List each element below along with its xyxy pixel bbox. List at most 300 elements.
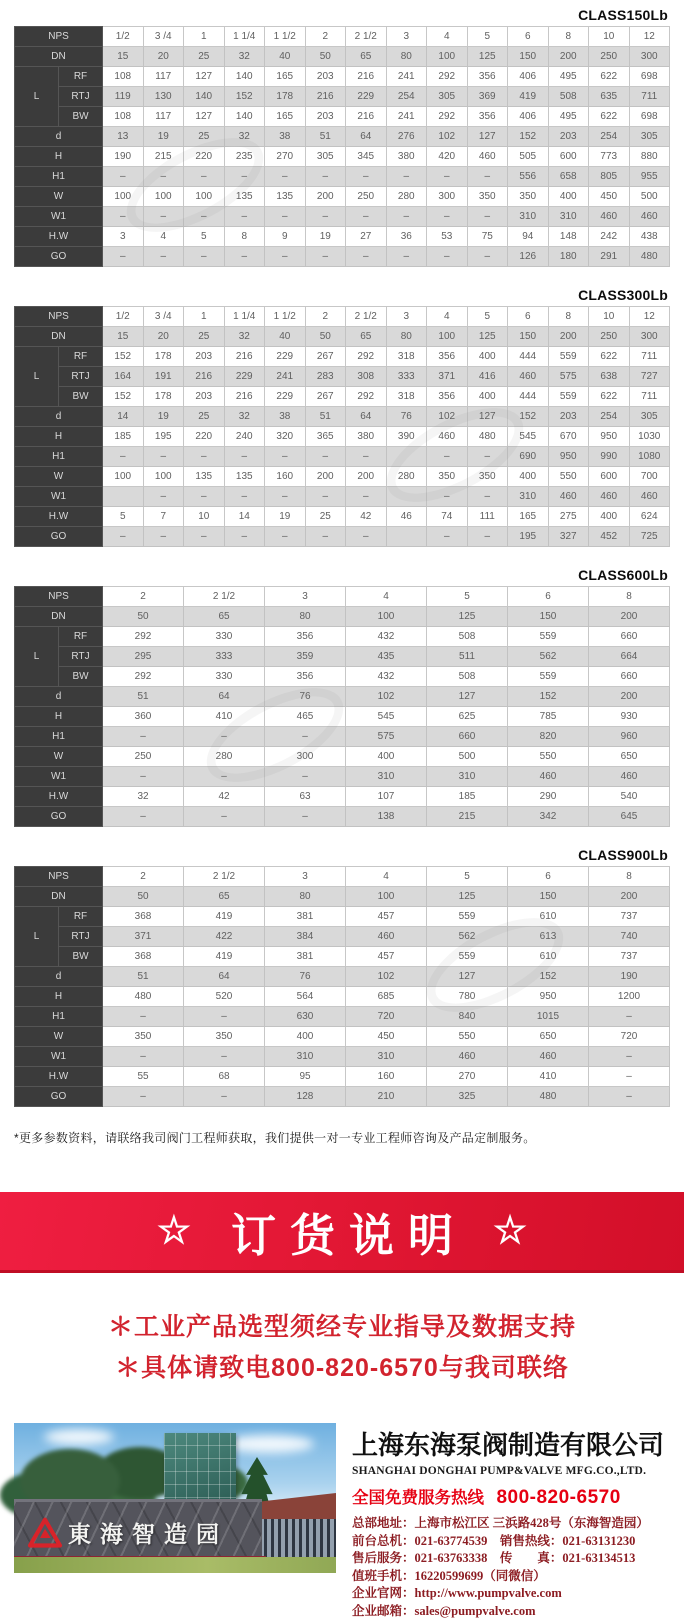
table-cell: – (467, 207, 508, 227)
table-row (15, 307, 670, 327)
table-cell: – (305, 447, 346, 467)
contact-line-phones: 前台总机：021-63774539 销售热线：021-63131230 (352, 1533, 670, 1551)
table-cell: 400 (508, 467, 549, 487)
stone-sign-wall (14, 1499, 262, 1563)
table-cell: 241 (386, 67, 427, 87)
company-info (352, 1423, 670, 1620)
table-cell: 40 (265, 327, 306, 347)
table-cell: 152 (508, 407, 549, 427)
table-cell: 25 (184, 127, 225, 147)
table-cell: 613 (508, 927, 589, 947)
table-cell: 250 (589, 327, 630, 347)
table-cell: 125 (427, 887, 508, 907)
table-cell: 720 (589, 1027, 670, 1047)
table-cell: 4 (346, 867, 427, 887)
company-name-cn: 上海东海泵阀制造有限公司 (352, 1425, 670, 1462)
row-group-label: L (15, 67, 59, 127)
table-cell: 117 (143, 107, 184, 127)
table-cell: 215 (427, 807, 508, 827)
table-cell: 6 (508, 307, 549, 327)
table-cell: 300 (265, 747, 346, 767)
table-cell: 727 (629, 367, 670, 387)
table-cell: 250 (346, 187, 387, 207)
table-row (15, 787, 670, 807)
table-cell: 950 (548, 447, 589, 467)
table-cell: 685 (346, 987, 427, 1007)
table-cell: – (184, 807, 265, 827)
table-cell: 178 (265, 87, 306, 107)
table-cell: 2 1/2 (184, 867, 265, 887)
table-cell: 559 (427, 947, 508, 967)
table-cell: – (265, 527, 306, 547)
table-cell: 508 (427, 627, 508, 647)
table-cell: 4 (346, 587, 427, 607)
table-cell: 327 (548, 527, 589, 547)
table-cell: 3 /4 (143, 27, 184, 47)
table-cell: 152 (508, 687, 589, 707)
table-cell: 650 (508, 1027, 589, 1047)
table-cell: – (224, 167, 265, 187)
table-cell: 190 (589, 967, 670, 987)
table-cell: 410 (508, 1067, 589, 1087)
table-cell: – (103, 1087, 184, 1107)
banner-title: 订货说明 (217, 1199, 467, 1264)
table-title-class900: CLASS900Lb (14, 840, 670, 866)
table-cell: – (427, 167, 468, 187)
table-cell: 419 (184, 947, 265, 967)
table-cell: 305 (629, 127, 670, 147)
table-title-class300: CLASS300Lb (14, 280, 670, 306)
table-cell: – (103, 447, 144, 467)
row-label: BW (59, 387, 103, 407)
table-cell: 638 (589, 367, 630, 387)
table-cell: 241 (386, 107, 427, 127)
table-cell: 460 (589, 487, 630, 507)
table-cell: 1 (184, 27, 225, 47)
row-label: H.W (15, 507, 103, 527)
table-cell: 267 (305, 387, 346, 407)
table-cell: 74 (427, 507, 468, 527)
table-cell: – (427, 527, 468, 547)
table-cell: – (589, 1087, 670, 1107)
table-cell: 356 (265, 627, 346, 647)
table-cell: – (184, 767, 265, 787)
table-cell: 216 (224, 347, 265, 367)
table-cell: – (346, 207, 387, 227)
table-cell: 359 (265, 647, 346, 667)
table-cell: – (103, 1047, 184, 1067)
table-cell: 2 1/2 (184, 587, 265, 607)
table-row (15, 687, 670, 707)
table-cell: 6 (508, 27, 549, 47)
table-cell: 559 (508, 627, 589, 647)
table-cell: 5 (427, 587, 508, 607)
table-cell: 125 (427, 607, 508, 627)
table-cell: 380 (386, 147, 427, 167)
table-cell: – (346, 247, 387, 267)
table-cell: – (184, 487, 225, 507)
company-photo (14, 1423, 336, 1573)
table-cell: 65 (346, 47, 387, 67)
table-cell: 25 (184, 47, 225, 67)
table-cell: 135 (265, 187, 306, 207)
table-row (15, 367, 670, 387)
table-cell: 254 (589, 407, 630, 427)
table-cell: 65 (184, 887, 265, 907)
table-cell: 452 (589, 527, 630, 547)
table-row (15, 627, 670, 647)
table-cell: – (346, 527, 387, 547)
table-cell: 111 (467, 507, 508, 527)
table-row (15, 667, 670, 687)
table-cell: 36 (386, 227, 427, 247)
table-cell: 300 (629, 47, 670, 67)
table-cell: 80 (386, 327, 427, 347)
table-cell: 559 (548, 347, 589, 367)
table-cell: 2 1/2 (346, 307, 387, 327)
table-cell: – (103, 767, 184, 787)
table-cell: 250 (589, 47, 630, 67)
table-cell: 203 (305, 107, 346, 127)
table-cell: 930 (589, 707, 670, 727)
table-cell: 38 (265, 127, 306, 147)
table-cell: 64 (346, 127, 387, 147)
row-label: d (15, 967, 103, 987)
table-cell: 5 (103, 507, 144, 527)
table-cell: 51 (103, 967, 184, 987)
table-cell: 50 (103, 607, 184, 627)
table-cell: 711 (629, 347, 670, 367)
table-cell: 200 (589, 607, 670, 627)
table-cell: 3 (265, 587, 346, 607)
table-row (15, 1067, 670, 1087)
table-cell: 419 (184, 907, 265, 927)
table-cell: 76 (265, 967, 346, 987)
spec-table-class150 (14, 26, 670, 267)
table-row (15, 387, 670, 407)
table-cell: 8 (589, 867, 670, 887)
row-label: GO (15, 1087, 103, 1107)
row-label: RTJ (59, 647, 103, 667)
table-cell: 210 (346, 1087, 427, 1107)
table-cell: – (143, 447, 184, 467)
table-cell: 152 (103, 387, 144, 407)
table-cell: 960 (589, 727, 670, 747)
table-row (15, 967, 670, 987)
table-cell: 216 (346, 107, 387, 127)
table-cell: 660 (589, 627, 670, 647)
table-cell: 50 (103, 887, 184, 907)
table-cell: 220 (184, 147, 225, 167)
table-cell: 711 (629, 387, 670, 407)
table-cell: 200 (548, 327, 589, 347)
table-cell: 229 (224, 367, 265, 387)
table-cell: 805 (589, 167, 630, 187)
table-cell: – (224, 527, 265, 547)
table-cell: 20 (143, 327, 184, 347)
table-cell: 8 (548, 27, 589, 47)
contact-line-email: 企业邮箱：sales@pumpvalve.com (352, 1603, 670, 1620)
table-cell: 1030 (629, 427, 670, 447)
table-cell: 310 (427, 767, 508, 787)
table-cell: 460 (346, 927, 427, 947)
table-cell: 460 (427, 1047, 508, 1067)
table-cell: 291 (589, 247, 630, 267)
table-cell: 460 (427, 427, 468, 447)
table-cell: 300 (427, 187, 468, 207)
table-row (15, 227, 670, 247)
row-label: d (15, 127, 103, 147)
table-cell: 308 (346, 367, 387, 387)
table-cell: 292 (427, 107, 468, 127)
row-label: d (15, 687, 103, 707)
table-row (15, 507, 670, 527)
table-cell: 117 (143, 67, 184, 87)
table-cell: 215 (143, 147, 184, 167)
table-cell: – (143, 167, 184, 187)
row-label: H1 (15, 1007, 103, 1027)
table-cell: 400 (346, 747, 427, 767)
table-cell: 622 (589, 347, 630, 367)
table-cell: 460 (548, 487, 589, 507)
row-label: NPS (15, 27, 103, 47)
table-cell: 75 (467, 227, 508, 247)
table-cell: 4 (427, 27, 468, 47)
table-cell: 254 (589, 127, 630, 147)
row-label: GO (15, 807, 103, 827)
table-cell: 406 (508, 107, 549, 127)
cloud (44, 1429, 114, 1445)
table-cell: 622 (589, 67, 630, 87)
table-cell: – (265, 207, 306, 227)
service-hotline (352, 1484, 670, 1509)
order-instructions-banner (0, 1192, 684, 1273)
table-cell: – (184, 167, 225, 187)
table-cell: 550 (548, 467, 589, 487)
table-cell: 203 (184, 347, 225, 367)
table-row (15, 527, 670, 547)
row-label: H.W (15, 1067, 103, 1087)
table-cell: 216 (346, 67, 387, 87)
table-cell: 562 (508, 647, 589, 667)
table-row (15, 467, 670, 487)
table-row (15, 487, 670, 507)
table-cell: 420 (427, 147, 468, 167)
row-label: H (15, 427, 103, 447)
table-cell: 292 (427, 67, 468, 87)
row-label: H (15, 707, 103, 727)
table-cell: 325 (427, 1087, 508, 1107)
table-cell: 310 (548, 207, 589, 227)
table-cell: 540 (589, 787, 670, 807)
table-cell: 127 (184, 107, 225, 127)
spec-table-class600 (14, 586, 670, 827)
table-cell: – (427, 487, 468, 507)
table-cell: 140 (224, 67, 265, 87)
row-label: W1 (15, 1047, 103, 1067)
table-cell: 135 (184, 467, 225, 487)
table-cell: 381 (265, 907, 346, 927)
park-sign-text: 東海智造园 (68, 1516, 228, 1549)
table-cell: 295 (103, 647, 184, 667)
row-label: W (15, 187, 103, 207)
table-cell: 283 (305, 367, 346, 387)
table-cell: 360 (103, 707, 184, 727)
contact-lines (352, 1515, 670, 1620)
row-label: NPS (15, 587, 103, 607)
notice-line: ＊具体请致电800-820-6570与我司联络 (0, 1348, 684, 1389)
table-cell: 1/2 (103, 27, 144, 47)
table-cell: 350 (184, 1027, 265, 1047)
table-cell: – (467, 487, 508, 507)
table-cell: 270 (427, 1067, 508, 1087)
table-cell: 305 (427, 87, 468, 107)
table-cell: 241 (265, 367, 306, 387)
table-cell: 148 (548, 227, 589, 247)
table-cell: 450 (589, 187, 630, 207)
table-cell: 820 (508, 727, 589, 747)
table-cell: 102 (346, 967, 427, 987)
table-cell: 480 (629, 247, 670, 267)
table-cell: 200 (305, 187, 346, 207)
table-cell: – (265, 247, 306, 267)
table-cell: 785 (508, 707, 589, 727)
table-cell: 500 (629, 187, 670, 207)
footnote: *更多参数资料，请联络我司阀门工程师获取，我们提供一对一专业工程师咨询及产品定制服务。 (14, 1129, 670, 1146)
table-cell: – (589, 1007, 670, 1027)
table-cell: 1015 (508, 1007, 589, 1027)
table-row (15, 987, 670, 1007)
row-label: H1 (15, 447, 103, 467)
row-label: DN (15, 887, 103, 907)
table-row (15, 47, 670, 67)
table-cell: 698 (629, 67, 670, 87)
table-cell: – (103, 727, 184, 747)
table-cell: – (467, 167, 508, 187)
table-cell: 55 (103, 1067, 184, 1087)
table-cell: 457 (346, 907, 427, 927)
table-cell: 5 (467, 307, 508, 327)
table-cell: 165 (508, 507, 549, 527)
table-cell: 381 (265, 947, 346, 967)
table-cell: 178 (143, 347, 184, 367)
table-row (15, 807, 670, 827)
row-label: W1 (15, 767, 103, 787)
row-group-label: L (15, 627, 59, 687)
table-title-class150: CLASS150Lb (14, 0, 670, 26)
table-cell: 195 (508, 527, 549, 547)
row-label: H.W (15, 787, 103, 807)
table-cell: 100 (184, 187, 225, 207)
table-cell: – (305, 247, 346, 267)
table-cell: 3 (386, 27, 427, 47)
table-cell: 80 (265, 607, 346, 627)
table-cell: 220 (184, 427, 225, 447)
table-cell: – (305, 167, 346, 187)
table-cell: 185 (427, 787, 508, 807)
table-cell: 10 (184, 507, 225, 527)
table-cell: 203 (548, 127, 589, 147)
table-cell: 64 (184, 687, 265, 707)
table-cell: 150 (508, 327, 549, 347)
table-cell: 622 (589, 107, 630, 127)
table-cell: – (346, 447, 387, 467)
table-cell: 725 (629, 527, 670, 547)
table-cell: – (224, 247, 265, 267)
table-cell: 660 (427, 727, 508, 747)
row-label: W1 (15, 487, 103, 507)
table-cell: 8 (548, 307, 589, 327)
table-cell: 1/2 (103, 307, 144, 327)
table-cell: 575 (346, 727, 427, 747)
table-cell: – (103, 1007, 184, 1027)
notice-line: ＊工业产品选型须经专业指导及数据支持 (0, 1307, 684, 1348)
table-cell: 720 (346, 1007, 427, 1027)
table-cell: 511 (427, 647, 508, 667)
table-cell: – (265, 727, 346, 747)
table-cell: – (143, 487, 184, 507)
table-cell: 1 1/4 (224, 27, 265, 47)
table-cell: 7 (143, 507, 184, 527)
table-cell: 950 (589, 427, 630, 447)
table-cell: 400 (589, 507, 630, 527)
table-cell: 3 (386, 307, 427, 327)
table-cell: 371 (427, 367, 468, 387)
table-cell: 711 (629, 87, 670, 107)
table-cell: – (184, 207, 225, 227)
table-cell: 276 (386, 127, 427, 147)
table-cell: 102 (427, 407, 468, 427)
table-cell: 320 (265, 427, 306, 447)
table-cell: 737 (589, 907, 670, 927)
table-cell: 152 (224, 87, 265, 107)
table-cell: 550 (508, 747, 589, 767)
table-cell: 368 (103, 907, 184, 927)
row-label: RTJ (59, 367, 103, 387)
table-row (15, 187, 670, 207)
table-cell: 562 (427, 927, 508, 947)
table-cell: – (305, 487, 346, 507)
table-cell: 240 (224, 427, 265, 447)
table-cell: 318 (386, 347, 427, 367)
table-cell: 128 (265, 1087, 346, 1107)
table-cell: – (224, 487, 265, 507)
table-cell: 32 (224, 127, 265, 147)
table-cell (386, 487, 427, 507)
table-cell: 419 (508, 87, 549, 107)
table-cell: 100 (143, 467, 184, 487)
table-cell: 664 (589, 647, 670, 667)
table-cell: 480 (103, 987, 184, 1007)
table-cell: 400 (265, 1027, 346, 1047)
row-label: BW (59, 667, 103, 687)
row-group-label: L (15, 907, 59, 967)
table-cell: 305 (305, 147, 346, 167)
table-row (15, 1047, 670, 1067)
table-cell: 15 (103, 327, 144, 347)
table-cell: 400 (548, 187, 589, 207)
row-label: BW (59, 107, 103, 127)
table-cell: 32 (224, 407, 265, 427)
table-cell: 444 (508, 387, 549, 407)
table-cell: 356 (427, 347, 468, 367)
table-cell: – (224, 447, 265, 467)
table-cell: 625 (427, 707, 508, 727)
table-title-class600: CLASS600Lb (14, 560, 670, 586)
table-cell: 216 (184, 367, 225, 387)
table-cell: 450 (346, 1027, 427, 1047)
table-row (15, 647, 670, 667)
